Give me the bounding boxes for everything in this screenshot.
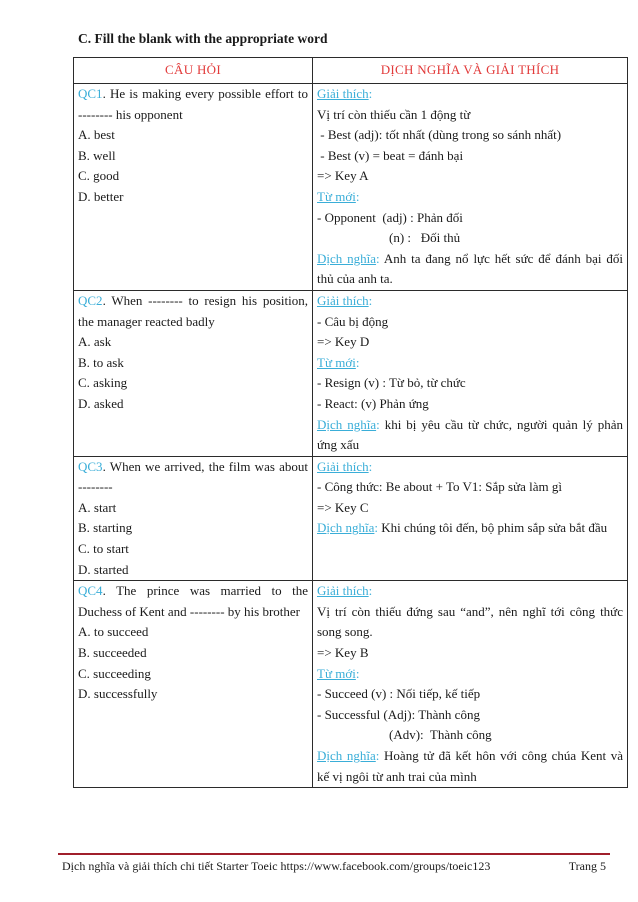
option: A. to succeed <box>78 624 149 640</box>
explain-label: Giải thích <box>317 86 369 101</box>
meaning: Dịch nghĩa: Khi chúng tôi đến, bộ phim sắp sửa bắt đầu <box>317 520 608 536</box>
table-row <box>74 456 628 581</box>
vocab-heading: Từ mới: <box>317 665 360 681</box>
section-heading: C. Fill the blank with the appropriate word <box>78 31 328 46</box>
question-text <box>78 581 308 622</box>
vocab-line: (n) : Đối thủ <box>389 230 461 246</box>
explanation-cell <box>313 456 628 581</box>
explain-line: - Công thức: Be about + To V1: Sắp sửa làm gì <box>317 479 562 495</box>
table-row <box>74 84 628 291</box>
question-id: QC2 <box>78 292 103 308</box>
option: B. succeeded <box>78 645 147 661</box>
explanation-cell <box>313 290 628 456</box>
meaning: Dịch nghĩa: Hoàng tử đã kết hôn với công chúa Kent và kế vị ngôi từ anh trai của mình <box>317 748 623 784</box>
option: B. to ask <box>78 354 124 370</box>
explain-label: Giải thích <box>317 292 369 308</box>
explain-line: Vị trí còn thiếu đứng sau “and”, nên nghĩ tới công thức song song. <box>317 603 623 640</box>
vocab-label: Từ mới <box>317 188 356 204</box>
explain-heading: Giải thích: <box>317 458 373 474</box>
question-body: . He is making every possible effort to -------- his opponent <box>78 86 308 122</box>
option: D. successfully <box>78 686 158 702</box>
option: A. start <box>78 499 117 515</box>
vocab-heading: Từ mới: <box>317 354 360 370</box>
footer-divider <box>58 853 610 855</box>
column-header-question: CÂU HỎI <box>74 58 313 84</box>
question-body: . The prince was married to the Duchess of Kent and -------- by his brother <box>78 583 308 619</box>
explain-heading: Giải thích: <box>317 86 373 101</box>
question-text <box>78 291 308 332</box>
question-text <box>78 457 308 498</box>
question-id: QC4 <box>78 583 103 599</box>
explanation-cell <box>313 581 628 788</box>
explain-label: Giải thích <box>317 583 369 599</box>
option: C. asking <box>78 375 128 391</box>
question-body: . When we arrived, the film was about -------- <box>78 458 308 495</box>
question-cell <box>74 290 313 456</box>
vocab-line: - React: (v) Phản ứng <box>317 395 429 411</box>
meaning-label: Dịch nghĩa <box>317 748 376 763</box>
option: A. ask <box>78 334 112 350</box>
meaning-label: Dịch nghĩa <box>317 520 375 536</box>
explain-line: - Best (adj): tốt nhất (dùng trong so sánh nhất) <box>317 127 562 143</box>
page-number: Trang 5 <box>568 859 606 873</box>
meaning-text: Hoàng tử đã kết hôn với công chúa Kent và kế vị ngôi từ anh trai của mình <box>317 748 623 784</box>
meaning: Dịch nghĩa: khi bị yêu cầu từ chức, người quản lý phản ứng xấu <box>317 416 623 453</box>
question-id: QC3 <box>78 458 103 474</box>
explain-line: => Key D <box>317 334 370 350</box>
option: C. good <box>78 168 120 184</box>
vocab-line: (Adv): Thành công <box>389 727 492 743</box>
explain-heading: Giải thích: <box>317 292 373 308</box>
question-id: QC1 <box>78 86 103 101</box>
explain-line: - Câu bị động <box>317 313 389 329</box>
meaning-text: Khi chúng tôi đến, bộ phim sắp sửa bắt đầu <box>378 520 608 536</box>
table-row <box>74 290 628 456</box>
option: C. to start <box>78 541 129 557</box>
vocab-label: Từ mới <box>317 665 356 681</box>
option: A. best <box>78 127 115 143</box>
option: C. succeeding <box>78 665 151 681</box>
vocab-heading: Từ mới: <box>317 188 360 204</box>
question-cell <box>74 84 313 291</box>
vocab-line: - Succeed (v) : Nối tiếp, kế tiếp <box>317 686 481 702</box>
meaning-label: Dịch nghĩa <box>317 416 377 432</box>
meaning: Dịch nghĩa: Anh ta đang nổ lực hết sức để đánh bại đối thủ của anh ta. <box>317 250 623 287</box>
explanation-cell <box>313 84 628 291</box>
question-cell <box>74 581 313 788</box>
option: D. asked <box>78 395 124 411</box>
qa-table <box>73 57 628 788</box>
option: D. better <box>78 188 124 204</box>
table-row <box>74 581 628 788</box>
footer-text: Dịch nghĩa và giải thích chi tiết Starter Toeic https://www.facebook.com/groups/toeic123 <box>62 859 491 873</box>
vocab-line: - Successful (Adj): Thành công <box>317 706 480 722</box>
option: B. well <box>78 147 116 163</box>
explain-line: - Best (v) = beat = đánh bại <box>317 147 464 163</box>
column-header-explanation: DỊCH NGHĨA VÀ GIẢI THÍCH <box>313 58 628 84</box>
question-text <box>78 84 308 125</box>
meaning-label: Dịch nghĩa <box>317 250 377 266</box>
table-header-row <box>74 58 628 84</box>
explain-line: => Key A <box>317 168 369 184</box>
vocab-label: Từ mới <box>317 354 356 370</box>
option: D. started <box>78 561 129 577</box>
page-footer <box>62 859 606 874</box>
meaning-text: Anh ta đang nổ lực hết sức để đánh bại đối thủ của anh ta. <box>317 250 623 287</box>
explain-heading: Giải thích: <box>317 583 373 599</box>
explain-label: Giải thích <box>317 458 369 474</box>
option: B. starting <box>78 520 133 536</box>
question-cell <box>74 456 313 581</box>
explain-line: Vị trí còn thiếu cần 1 động từ <box>317 106 471 122</box>
vocab-line: - Resign (v) : Từ bỏ, từ chức <box>317 375 466 391</box>
question-body: . When -------- to resign his position, the manager reacted badly <box>78 292 308 329</box>
explain-line: => Key C <box>317 499 369 515</box>
vocab-line: - Opponent (adj) : Phản đối <box>317 209 463 225</box>
explain-line: => Key B <box>317 645 369 661</box>
meaning-text: khi bị yêu cầu từ chức, người quản lý phản ứng xấu <box>317 416 623 453</box>
